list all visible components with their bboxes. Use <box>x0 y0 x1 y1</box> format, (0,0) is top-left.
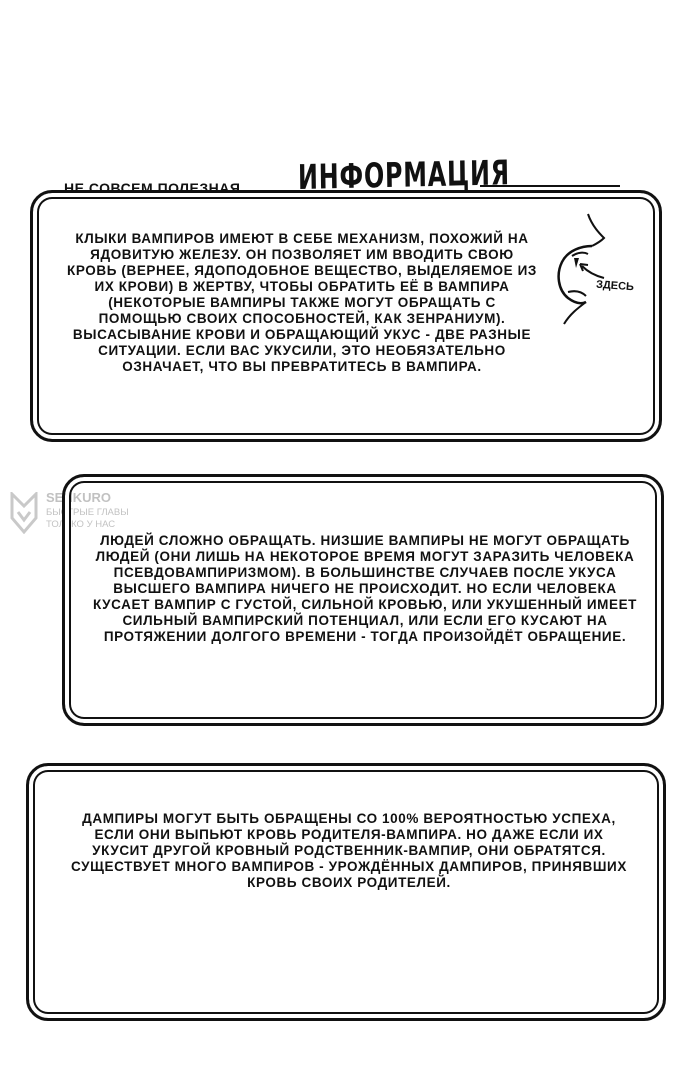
info-text-dhampirs: ДАМПИРЫ МОГУТ БЫТЬ ОБРАЩЕНЫ СО 100% ВЕРОЯТНОСТЬЮ УСПЕХА, ЕСЛИ ОНИ ВЫПЬЮТ КРОВЬ РОДИТЕЛЯ-ВАМПИРА. НО ДАЖЕ ЕСЛИ ИХ УКУСИТ ДРУГОЙ КРОВНЫЙ РОДСТВЕННИК-ВАМПИР, ОНИ ОБРАТЯТСЯ. СУЩЕСТВУЕТ МНОГО ВАМПИРОВ - УРОЖДЁННЫХ ДАМПИРОВ, ПРИНЯВШИХ КРОВЬ СВОИХ РОДИТЕЛЕЙ. <box>71 811 627 890</box>
info-text-fangs: КЛЫКИ ВАМПИРОВ ИМЕЮТ В СЕБЕ МЕХАНИЗМ, ПОХОЖИЙ НА ЯДОВИТУЮ ЖЕЛЕЗУ. ОН ПОЗВОЛЯЕТ ИМ ВВОДИТЬ СВОЮ КРОВЬ (ВЕРНЕЕ, ЯДОПОДОБНОЕ ВЕЩЕСТВО, ВЫДЕЛЯЕМОЕ ИЗ ИХ КРОВИ) В ЖЕРТВУ, ЧТОБЫ ОБРАТИТЬ ЕЁ В ВАМПИРА (НЕКОТОРЫЕ ВАМПИРЫ ТАКЖЕ МОГУТ ОБРАЩАТЬ С ПОМОЩЬЮ СВОИХ СПОСОБНОСТЕЙ, КАК ЗЕНРАНИУМ). ВЫСАСЫВАНИЕ КРОВИ И ОБРАЩАЮЩИЙ УКУС - ДВЕ РАЗНЫЕ СИТУАЦИИ. ЕСЛИ ВАС УКУСИЛИ, ЭТО НЕОБЯЗАТЕЛЬНО ОЗНАЧАЕТ, ЧТО ВЫ ПРЕВРАТИТЕСЬ В ВАМПИРА. <box>67 231 537 374</box>
watermark-brand: SENKURO <box>46 490 112 505</box>
info-box-dhampirs <box>26 763 666 1021</box>
info-text-turning-humans: ЛЮДЕЙ СЛОЖНО ОБРАЩАТЬ. НИЗШИЕ ВАМПИРЫ НЕ МОГУТ ОБРАЩАТЬ ЛЮДЕЙ (ОНИ ЛИШЬ НА НЕКОТОРОЕ ВРЕМЯ МОГУТ ЗАРАЗИТЬ ЧЕЛОВЕКА ПСЕВДОВАМПИРИЗМОМ). В БОЛЬШИНСТВЕ СЛУЧАЕВ ПОСЛЕ УКУСА ВЫСШЕГО ВАМПИРА НИЧЕГО НЕ ПРОИСХОДИТ. НО ЕСЛИ ЧЕЛОВЕКА КУСАЕТ ВАМПИР С ГУСТОЙ, СИЛЬНОЙ КРОВЬЮ, ИЛИ УКУШЕННЫЙ ИМЕЕТ СИЛЬНЫЙ ВАМПИРСКИЙ ПОТЕНЦИАЛ, ИЛИ ЕСЛИ ЕГО КУСАЮТ НА ПРОТЯЖЕНИИ ДОЛГОГО ВРЕМЕНИ - ТОГДА ПРОИЗОЙДЁТ ОБРАЩЕНИЕ. <box>92 533 638 644</box>
fox-logo-icon <box>8 492 40 534</box>
header-subtitle: НЕ СОВСЕМ ПОЛЕЗНАЯ <box>64 180 241 196</box>
watermark-line2: ТОЛЬКО У НАС <box>46 519 116 530</box>
illustration-label: ЗДЕСЬ <box>595 278 635 294</box>
watermark-line1: БЫСТРЫЕ ГЛАВЫ <box>46 507 129 518</box>
info-box-turning-humans <box>62 474 664 726</box>
header-title: ИНФОРМАЦИЯ <box>297 153 511 198</box>
